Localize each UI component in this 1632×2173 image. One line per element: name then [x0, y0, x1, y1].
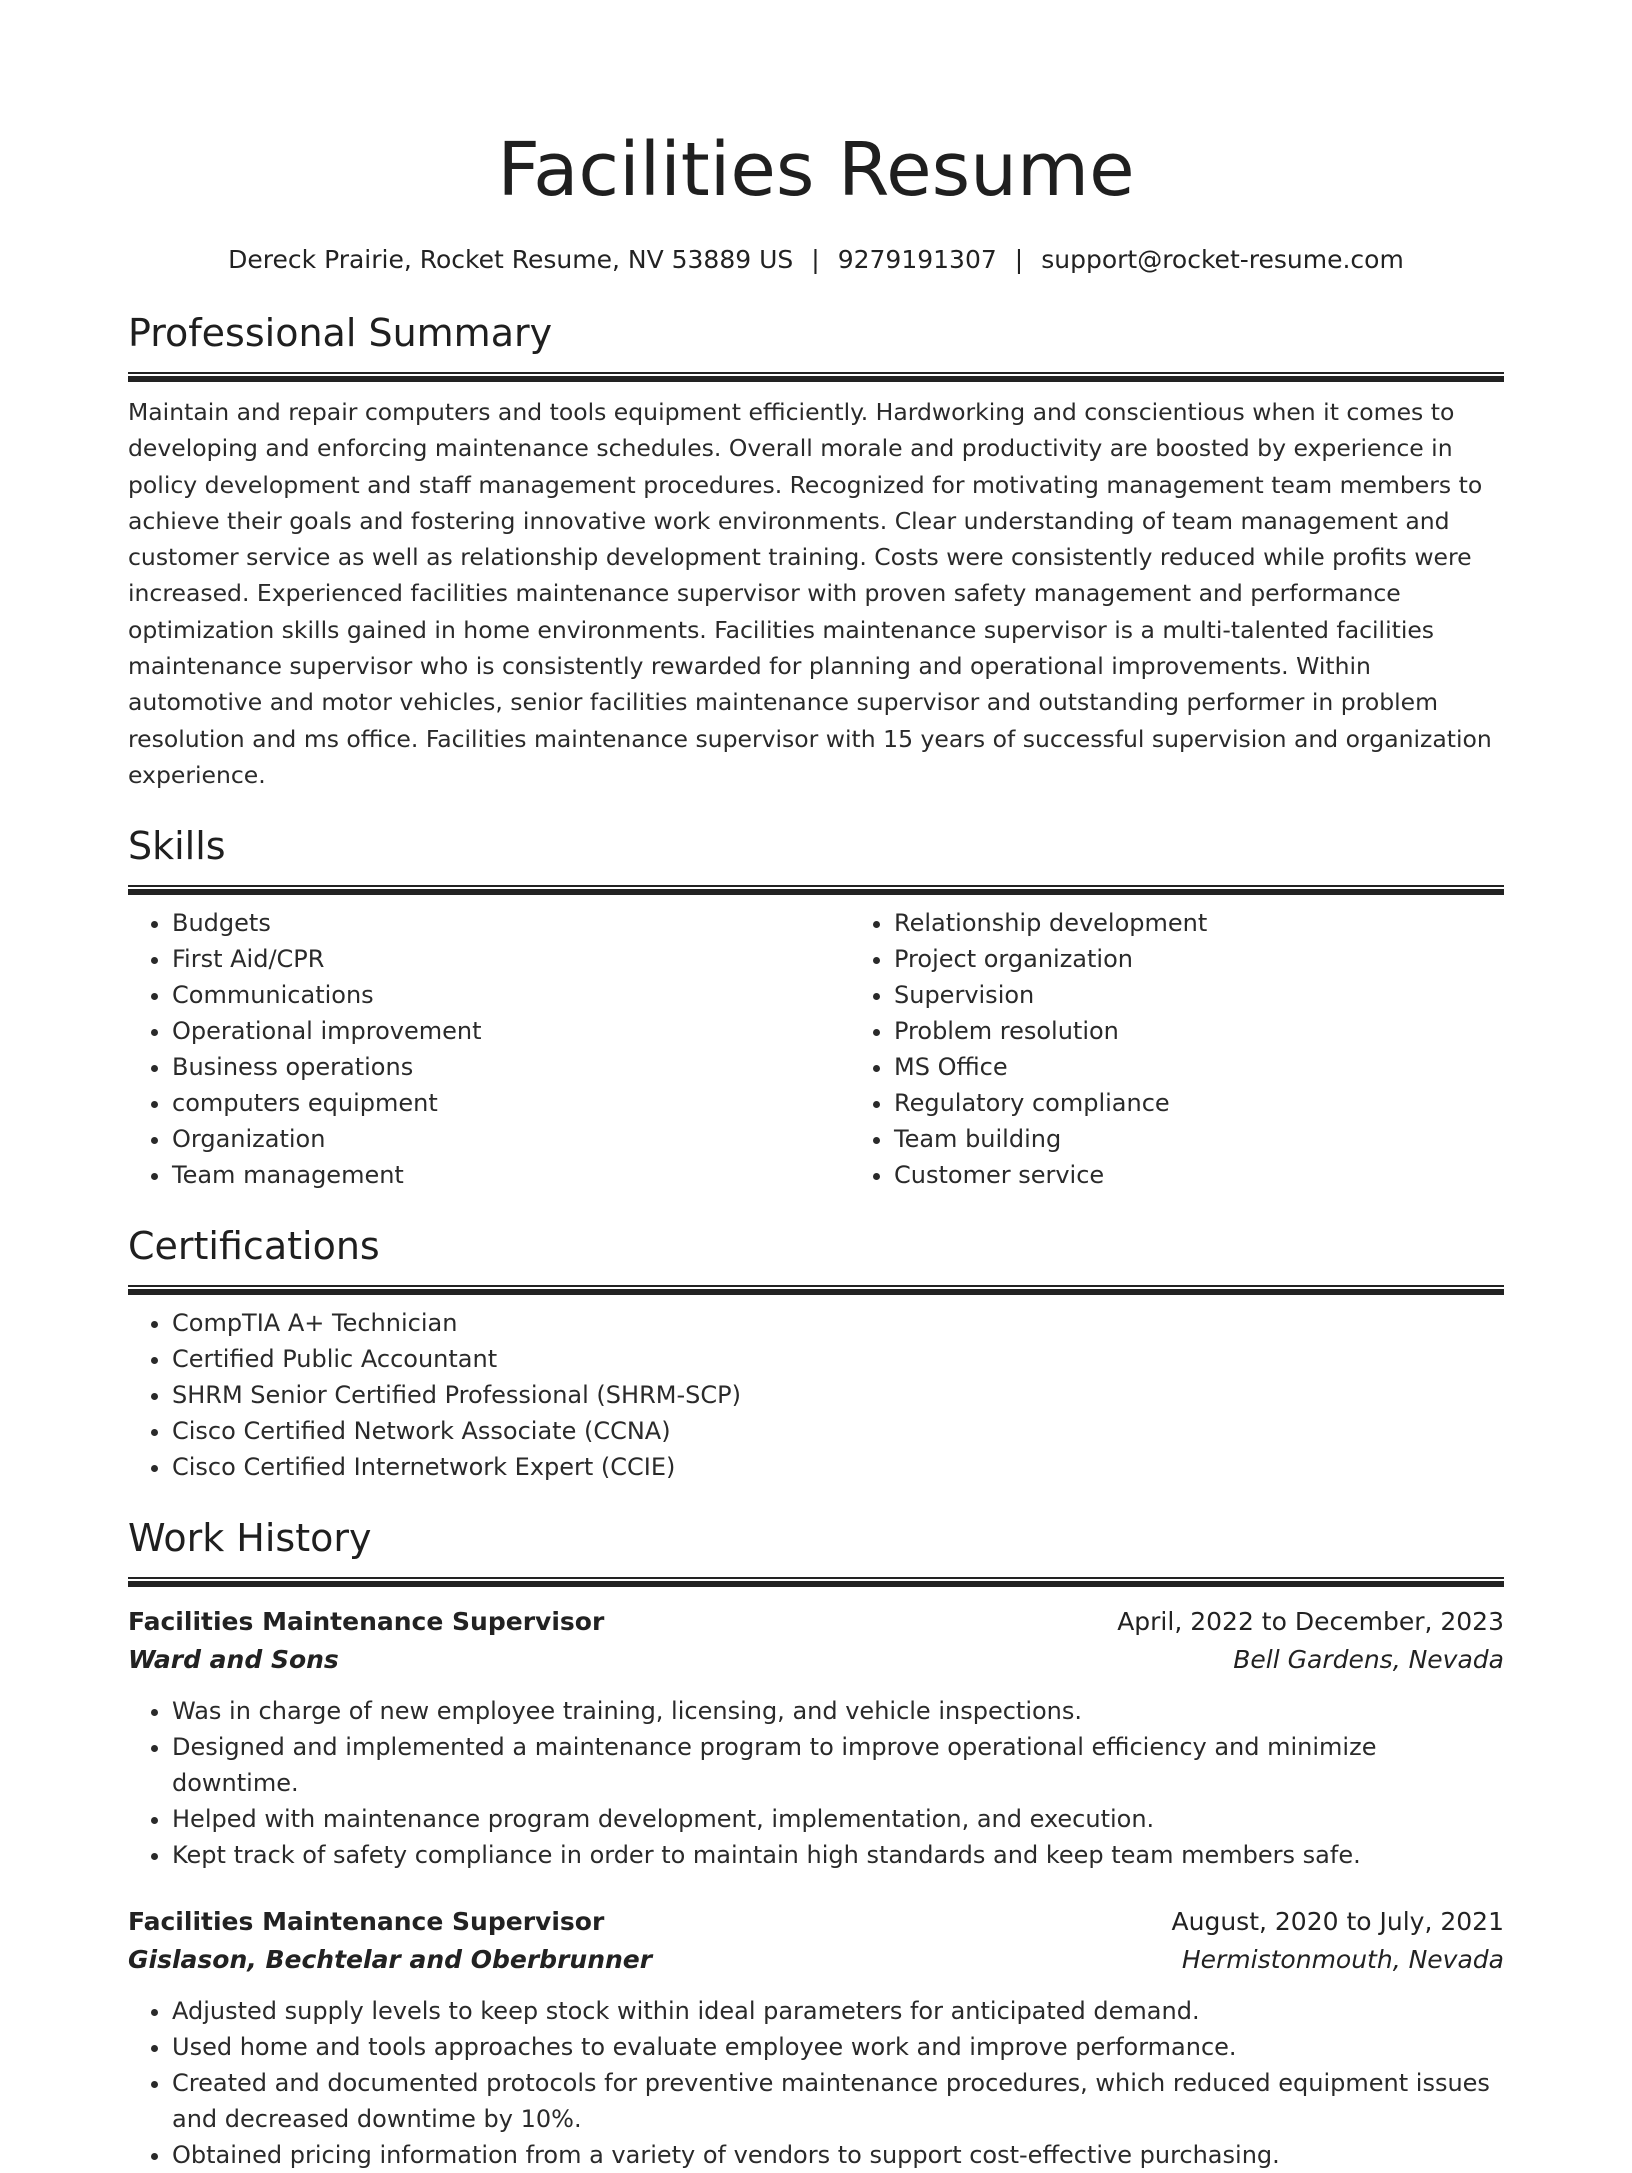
skill-item: • Budgets: [172, 905, 850, 941]
certification-item: • Certified Public Accountant: [172, 1341, 1504, 1377]
summary-heading: Professional Summary: [128, 311, 553, 355]
skill-item: • Regulatory compliance: [894, 1085, 1572, 1121]
certifications-section: [128, 1221, 1504, 1485]
job-entry: [128, 1903, 1504, 2173]
certification-item: • Cisco Certified Internetwork Expert (CCIE): [172, 1449, 1504, 1485]
job-company: Gislason, Bechtelar and Oberbrunner: [128, 1945, 653, 1975]
skill-item: • Business operations: [172, 1049, 850, 1085]
contact-address: Dereck Prairie, Rocket Resume, NV 53889 US: [228, 245, 794, 274]
job-duty: • Created and documented protocols for preventive maintenance procedures, which reduced equipment issues and decreased downtime by 10%.: [172, 2065, 1504, 2137]
certifications-list: [128, 1305, 1504, 1485]
summary-text: Maintain and repair computers and tools equipment efficiently. Hardworking and conscientious when it comes to developing and enforcing maintenance schedules. Overall morale and productivity are boosted by experience in policy development and staff management procedures. Recognized for motivating management team members to achieve their goals and fostering innovative work environments. Clear understanding of team management and customer service as well as relationship development training. Costs were consistently reduced while profits were increased. Experienced facilities maintenance supervisor with proven safety management and performance optimization skills gained in home environments. Facilities maintenance supervisor is a multi-talented facilities maintenance supervisor who is consistently rewarded for planning and operational improvements. Within automotive and motor vehicles, senior facilities maintenance supervisor and outstanding performer in problem resolution and ms office. Facilities maintenance supervisor with 15 years of successful supervision and organization experience.: [128, 398, 1492, 789]
contact-separator: |: [1014, 245, 1024, 274]
job-duty: • Kept track of safety compliance in order to maintain high standards and keep team members safe.: [172, 1837, 1504, 1873]
skill-item: • First Aid/CPR: [172, 941, 850, 977]
job-duties-list: [128, 1993, 1504, 2173]
skill-item: • Relationship development: [894, 905, 1572, 941]
job-company-row: [128, 1641, 1504, 1679]
section-divider: [128, 1285, 1504, 1295]
work-history-section: [128, 1513, 1504, 2173]
contact-phone: 9279191307: [837, 245, 997, 274]
job-title: Facilities Maintenance Supervisor: [128, 1907, 605, 1937]
job-company-row: [128, 1941, 1504, 1979]
job-duty: • Helped with maintenance program development, implementation, and execution.: [172, 1801, 1504, 1837]
contact-separator: |: [811, 245, 820, 274]
skills-columns: [128, 895, 1504, 1193]
section-divider: [128, 1577, 1504, 1587]
skill-item: • Team building: [894, 1121, 1572, 1157]
skill-item: • Problem resolution: [894, 1013, 1572, 1049]
job-header-row: [128, 1603, 1504, 1641]
contact-email: support@rocket-resume.com: [1041, 245, 1404, 274]
certification-item: • Cisco Certified Network Associate (CCNA): [172, 1413, 1504, 1449]
job-dates: August, 2020 to July, 2021: [1171, 1907, 1504, 1937]
job-company: Ward and Sons: [128, 1645, 339, 1675]
section-divider: [128, 885, 1504, 895]
resume-page: [128, 0, 1504, 2173]
job-duty: • Was in charge of new employee training, licensing, and vehicle inspections.: [172, 1693, 1504, 1729]
job-dates: April, 2022 to December, 2023: [1117, 1607, 1504, 1637]
skills-list-left: [128, 905, 850, 1193]
job-duty: • Adjusted supply levels to keep stock within ideal parameters for anticipated demand.: [172, 1993, 1504, 2029]
skills-list-right: [850, 905, 1572, 1193]
skill-item: • Supervision: [894, 977, 1572, 1013]
certification-item: • CompTIA A+ Technician: [172, 1305, 1504, 1341]
skill-item: • Organization: [172, 1121, 850, 1157]
skill-item: • MS Office: [894, 1049, 1572, 1085]
section-divider: [128, 372, 1504, 382]
job-location: Hermistonmouth, Nevada: [1181, 1945, 1504, 1975]
summary-section: [128, 308, 1504, 793]
skill-item: • Operational improvement: [172, 1013, 850, 1049]
job-header-row: [128, 1903, 1504, 1941]
job-duty: • Obtained pricing information from a variety of vendors to support cost-effective purchasing.: [172, 2137, 1504, 2173]
job-entry: [128, 1603, 1504, 1873]
contact-line: [128, 242, 1504, 278]
skill-item: • Team management: [172, 1157, 850, 1193]
skills-section: [128, 821, 1504, 1193]
job-duty: • Designed and implemented a maintenance program to improve operational efficiency and minimize downtime.: [172, 1729, 1504, 1801]
job-duties-list: [128, 1693, 1504, 1873]
skill-item: • Customer service: [894, 1157, 1572, 1193]
skills-heading: Skills: [128, 824, 226, 869]
job-title: Facilities Maintenance Supervisor: [128, 1607, 605, 1637]
work-history-heading: Work History: [128, 1516, 372, 1561]
skill-item: • computers equipment: [172, 1085, 850, 1121]
job-location: Bell Gardens, Nevada: [1233, 1645, 1504, 1675]
resume-title: Facilities Resume: [497, 127, 1135, 213]
skill-item: • Project organization: [894, 941, 1572, 977]
certification-item: • SHRM Senior Certified Professional (SHRM-SCP): [172, 1377, 1504, 1413]
job-duty: • Used home and tools approaches to evaluate employee work and improve performance.: [172, 2029, 1504, 2065]
skill-item: • Communications: [172, 977, 850, 1013]
certifications-heading: Certifications: [128, 1224, 380, 1269]
